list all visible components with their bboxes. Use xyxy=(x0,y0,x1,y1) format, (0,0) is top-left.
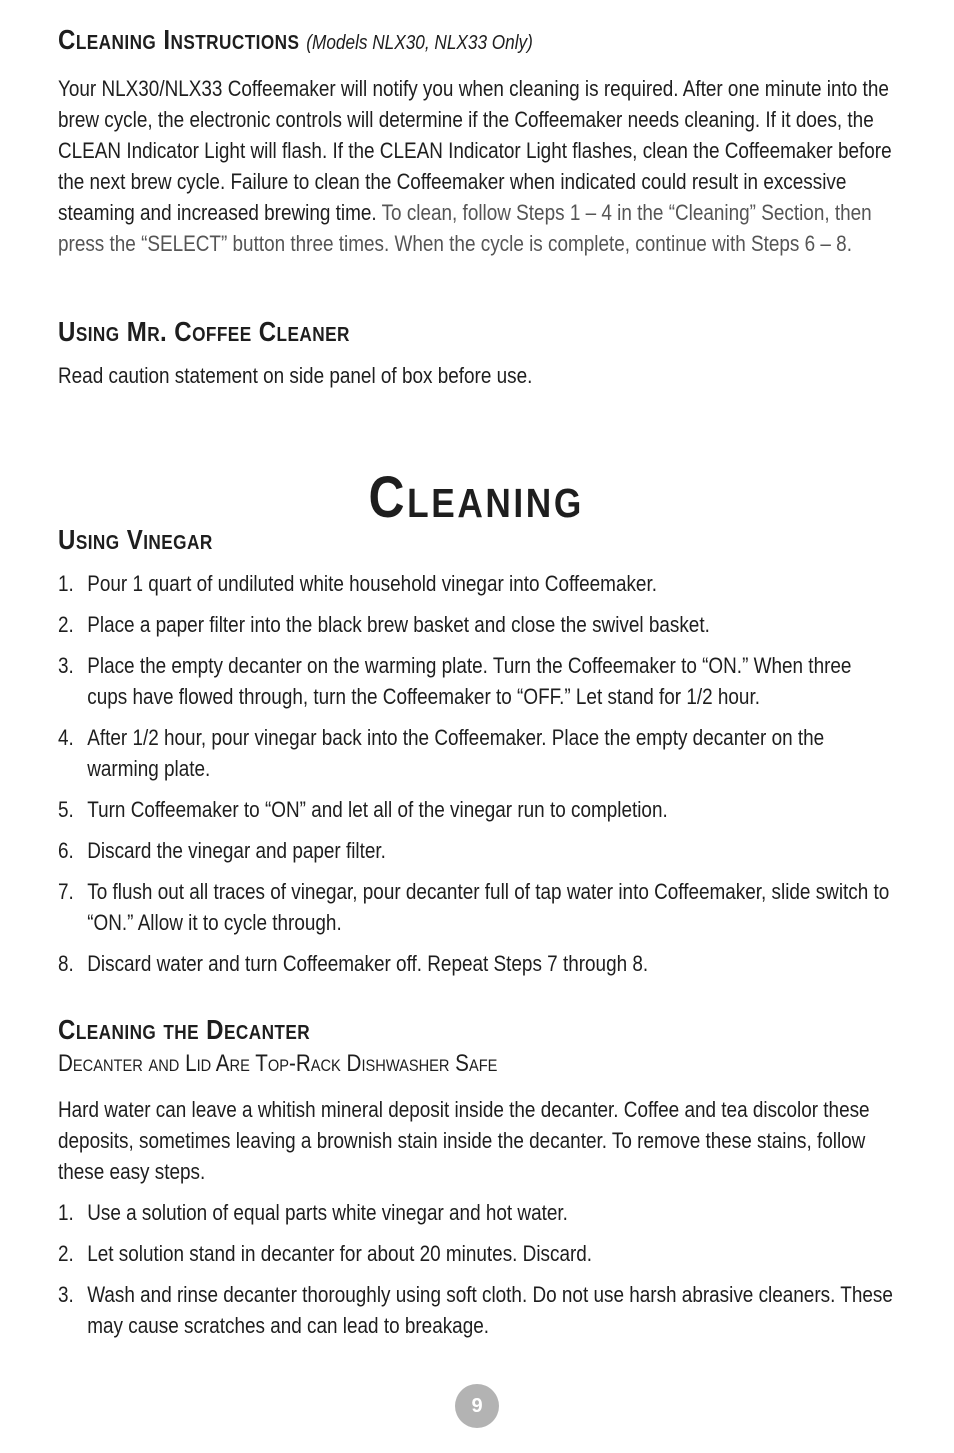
page-title-text: Cleaning xyxy=(368,465,584,530)
step-text: Discard water and turn Coffeemaker off. Repeat Steps 7 through 8. xyxy=(87,951,649,976)
step-text: Turn Coffeemaker to “ON” and let all of the vinegar run to completion. xyxy=(87,797,668,822)
vinegar-steps-list xyxy=(58,568,894,979)
decanter-steps-list xyxy=(58,1197,894,1341)
step-number: 4. xyxy=(58,725,74,750)
body-light-text: To clean, follow Steps 1 – 4 in the “Cleaning” Section, then press the “SELECT” button three times. When the cycle is complete, continue with Steps 6 – 8. xyxy=(58,200,872,256)
step-number: 2. xyxy=(58,1241,74,1266)
step-number: 6. xyxy=(58,838,74,863)
step-text: After 1/2 hour, pour vinegar back into the Coffeemaker. Place the empty decanter on the warming plate. xyxy=(87,725,825,781)
cleaning-decanter-section xyxy=(58,1012,954,1341)
step-number: 1. xyxy=(58,571,74,596)
heading-text: Cleaning Instructions xyxy=(58,24,300,55)
step-number: 7. xyxy=(58,879,74,904)
step-number: 3. xyxy=(58,653,74,678)
using-vinegar-heading: Using Vinegar xyxy=(58,524,213,555)
list-item xyxy=(58,1279,894,1341)
list-item xyxy=(58,722,894,784)
step-number: 2. xyxy=(58,612,74,637)
step-text: Place the empty decanter on the warming plate. Turn the Coffeemaker to “ON.” When three cups have flowed through, turn the Coffeemaker to “OFF.” Let stand for 1/2 hour. xyxy=(87,653,852,709)
list-item xyxy=(58,876,894,938)
list-item xyxy=(58,835,894,866)
step-text: Use a solution of equal parts white vinegar and hot water. xyxy=(87,1200,568,1225)
dishwasher-safe-subheading: Decanter and Lid Are Top-Rack Dishwasher Safe xyxy=(58,1050,498,1077)
list-item xyxy=(58,1197,894,1228)
step-text: Wash and rinse decanter thoroughly using soft cloth. Do not use harsh abrasive cleaners. These may cause scratches and can lead to breakage. xyxy=(87,1282,893,1338)
cleaning-instructions-body xyxy=(58,73,894,259)
step-text: Discard the vinegar and paper filter. xyxy=(87,838,386,863)
cleaning-instructions-heading xyxy=(58,22,894,61)
cleaning-decanter-body: Hard water can leave a whitish mineral deposit inside the decanter. Coffee and tea discolor these deposits, sometimes leaving a brownish stain inside the decanter. To remove these stains, follow these easy steps. xyxy=(58,1097,870,1184)
step-number: 5. xyxy=(58,797,74,822)
list-item xyxy=(58,948,894,979)
mr-coffee-cleaner-section xyxy=(58,314,954,391)
cleaning-instructions-section xyxy=(58,22,954,259)
list-item xyxy=(58,1238,894,1269)
list-item xyxy=(58,794,894,825)
page-number-badge: 9 xyxy=(455,1384,499,1428)
list-item xyxy=(58,609,894,640)
step-text: Pour 1 quart of undiluted white household vinegar into Coffeemaker. xyxy=(87,571,657,596)
step-number: 3. xyxy=(58,1282,74,1307)
step-number: 1. xyxy=(58,1200,74,1225)
step-text: Let solution stand in decanter for about 20 minutes. Discard. xyxy=(87,1241,593,1266)
step-text: To flush out all traces of vinegar, pour decanter full of tap water into Coffeemaker, slide switch to “ON.” Allow it to cycle through. xyxy=(87,879,890,935)
mr-coffee-cleaner-heading: Using Mr. Coffee Cleaner xyxy=(58,316,350,347)
models-note: (Models NLX30, NLX33 Only) xyxy=(306,32,533,54)
mr-coffee-cleaner-body: Read caution statement on side panel of box before use. xyxy=(58,363,533,388)
list-item xyxy=(58,650,894,712)
step-number: 8. xyxy=(58,951,74,976)
body-dark-text: Your NLX30/NLX33 Coffeemaker will notify you when cleaning is required. After one minute into the brew cycle, the electronic controls will determine if the Coffeemaker needs cleaning. If it does, the CLEAN Indicator Light will flash. If the CLEAN Indicator Light flashes, clean the Coffeemaker before the next brew cycle. Failure to clean the Coffeemaker when indicated could result in excessive steaming and increased brewing time. xyxy=(58,76,892,225)
using-vinegar-section xyxy=(58,522,954,979)
cleaning-decanter-heading: Cleaning the Decanter xyxy=(58,1014,311,1045)
list-item xyxy=(58,568,894,599)
step-text: Place a paper filter into the black brew basket and close the swivel basket. xyxy=(87,612,710,637)
